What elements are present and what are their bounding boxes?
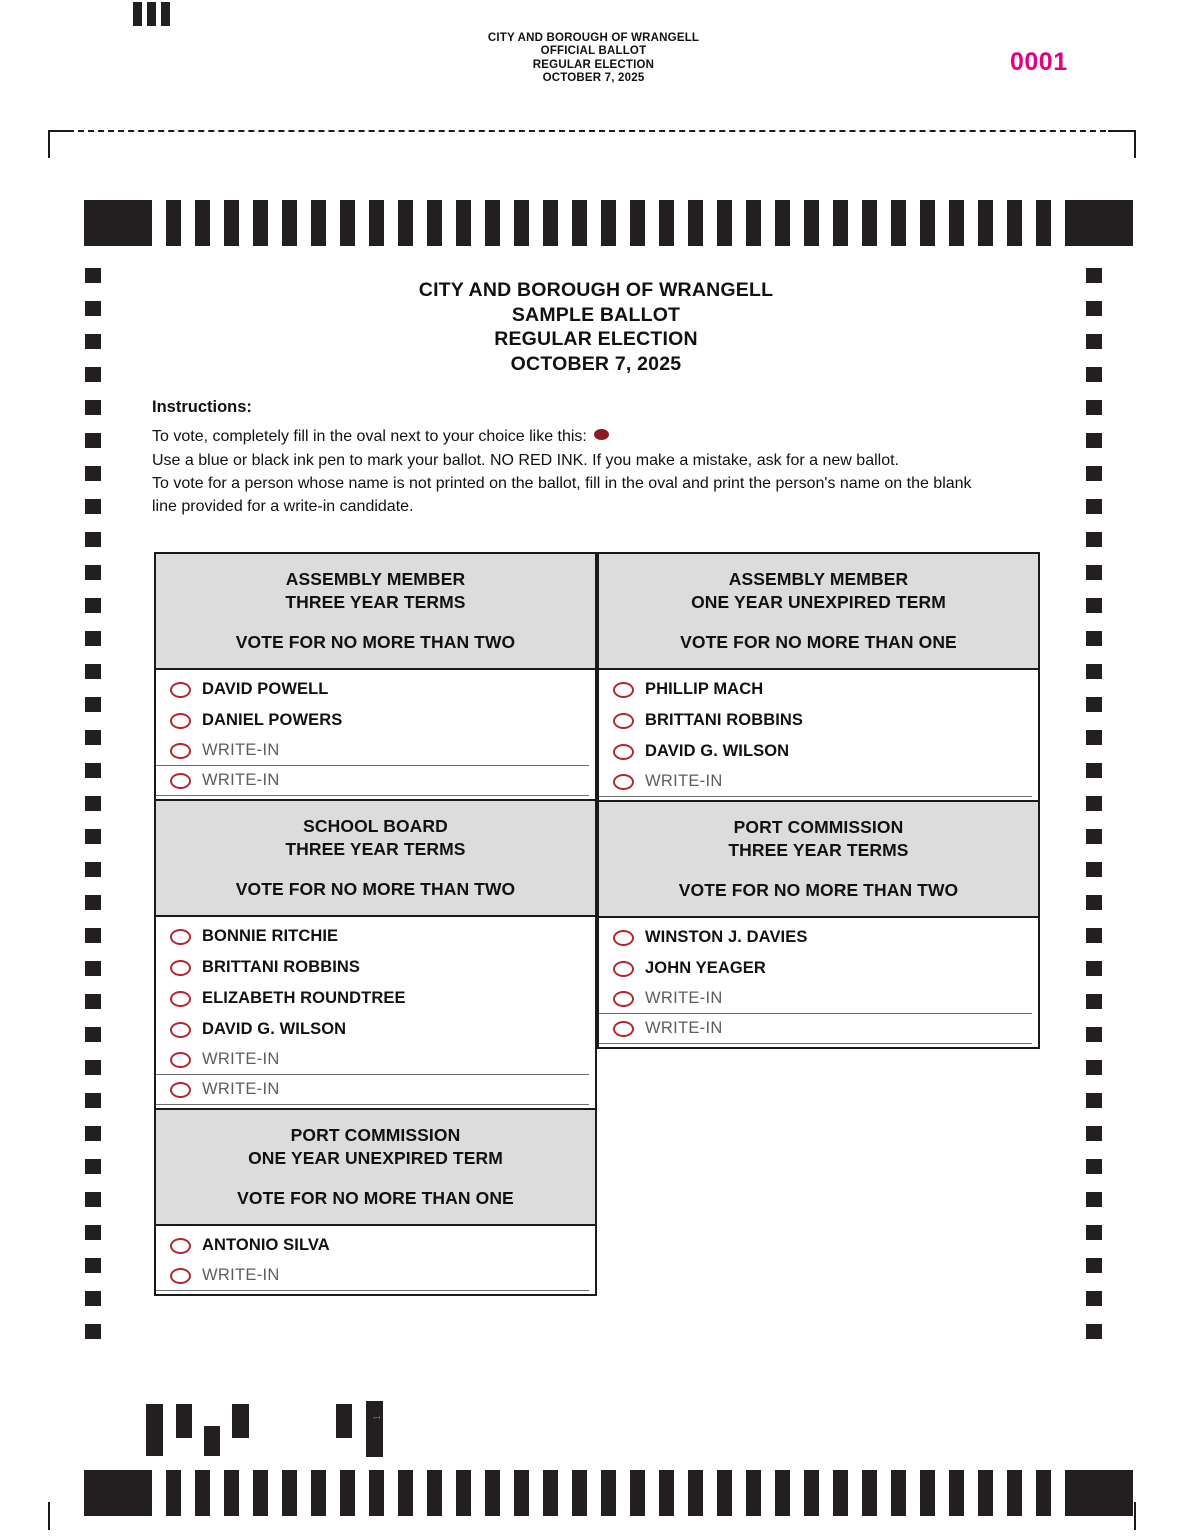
- ballot-title-line-2: SAMPLE BALLOT: [511, 303, 681, 326]
- write-in-option[interactable]: [156, 1075, 589, 1105]
- contest-office-title: [605, 568, 1032, 614]
- candidate-option[interactable]: [156, 952, 595, 983]
- write-in-option[interactable]: [156, 766, 589, 796]
- contest-header-port-commission-three-year: [599, 802, 1038, 918]
- candidate-name: DAVID G. WILSON: [202, 1020, 347, 1038]
- vote-oval-icon[interactable]: [170, 1082, 191, 1098]
- vote-oval-icon[interactable]: [613, 1021, 634, 1037]
- vote-oval-icon[interactable]: [170, 1268, 191, 1284]
- contest-vote-for-instruction: VOTE FOR NO MORE THAN ONE: [680, 632, 957, 652]
- candidate-name: ANTONIO SILVA: [202, 1236, 330, 1254]
- write-in-label: WRITE-IN: [645, 1019, 723, 1037]
- candidate-name: BRITTANI ROBBINS: [645, 711, 804, 729]
- candidate-option[interactable]: [156, 705, 595, 736]
- candidate-name: BONNIE RITCHIE: [202, 927, 339, 945]
- print-header-line-2: OFFICIAL BALLOT: [540, 45, 647, 58]
- contest-header-port-commission-one-year: [156, 1110, 595, 1226]
- candidate-name: DANIEL POWERS: [202, 711, 343, 729]
- contest-options: [156, 670, 595, 799]
- instructions-block: [152, 398, 1000, 519]
- vote-oval-icon[interactable]: [613, 991, 634, 1007]
- write-in-label: WRITE-IN: [202, 1050, 280, 1068]
- contest-column-right: [597, 552, 1040, 1049]
- instructions-line-3: To vote for a person whose name is not printed on the ballot, fill in the oval and print the person's name on the blank line provided for a write-in candidate.: [152, 475, 972, 515]
- vote-oval-icon[interactable]: [170, 773, 191, 789]
- timing-track-top: [84, 200, 1133, 246]
- crop-corner-top-left: [48, 130, 50, 158]
- contest-office-title: [162, 1124, 589, 1170]
- vote-oval-icon[interactable]: [170, 682, 191, 698]
- candidate-option[interactable]: [599, 705, 1038, 736]
- candidate-option[interactable]: [599, 922, 1038, 953]
- contest-header-school-board-three-year: [156, 801, 595, 917]
- contest-options: [156, 1226, 595, 1294]
- contest-term: ONE YEAR UNEXPIRED TERM: [248, 1148, 503, 1168]
- candidate-option[interactable]: [156, 921, 595, 952]
- contest-header-assembly-member-three-year: [156, 554, 595, 670]
- contest-office-name: PORT COMMISSION: [290, 1125, 461, 1145]
- candidate-option[interactable]: [156, 1230, 595, 1261]
- candidate-option[interactable]: [156, 983, 595, 1014]
- contest-port-commission-three-year: [597, 802, 1040, 1049]
- ballot-title-line-1: CITY AND BOROUGH OF WRANGELL: [418, 279, 774, 301]
- barcode-bar: [176, 1404, 192, 1438]
- write-in-label: WRITE-IN: [645, 772, 723, 790]
- contest-office-name: ASSEMBLY MEMBER: [728, 569, 909, 589]
- contest-office-title: [605, 816, 1032, 862]
- vote-oval-icon[interactable]: [170, 960, 191, 976]
- candidate-option[interactable]: [156, 1014, 595, 1045]
- write-in-option[interactable]: [599, 984, 1032, 1014]
- instructions-line-1: [152, 426, 1000, 449]
- write-in-label: WRITE-IN: [202, 741, 280, 759]
- candidate-option[interactable]: [156, 674, 595, 705]
- candidate-name: BRITTANI ROBBINS: [202, 958, 361, 976]
- contest-office-name: PORT COMMISSION: [733, 817, 904, 837]
- candidate-name: PHILLIP MACH: [645, 680, 764, 698]
- print-header-line-3: REGULAR ELECTION: [532, 58, 655, 71]
- instructions-line-1-text: To vote, completely fill in the oval next to your choice like this:: [152, 428, 587, 445]
- crop-corner-top-right-tick: [1108, 130, 1134, 132]
- crop-corner-bottom-right: [1134, 1502, 1136, 1530]
- contest-office-title: [162, 815, 589, 861]
- vote-oval-icon[interactable]: [613, 682, 634, 698]
- crop-corner-top-right: [1134, 130, 1136, 158]
- crop-corner-bottom-left: [48, 1502, 50, 1530]
- contest-office-name: ASSEMBLY MEMBER: [285, 569, 466, 589]
- contest-office-name: SCHOOL BOARD: [303, 816, 448, 836]
- candidate-name: DAVID POWELL: [202, 680, 329, 698]
- contest-office-title: [162, 568, 589, 614]
- print-header-line-4: OCTOBER 7, 2025: [542, 72, 645, 85]
- filled-oval-example-icon: [594, 429, 609, 440]
- vote-oval-icon[interactable]: [613, 774, 634, 790]
- contest-columns: [154, 552, 1040, 1296]
- vote-oval-icon[interactable]: [613, 713, 634, 729]
- write-in-option[interactable]: [599, 767, 1032, 797]
- vote-oval-icon[interactable]: [613, 744, 634, 760]
- vote-oval-icon[interactable]: [170, 991, 191, 1007]
- contest-options: [599, 670, 1038, 800]
- instructions-heading: Instructions:: [152, 398, 252, 416]
- print-header: [0, 32, 1187, 86]
- barcode-rotated-code: 1: [372, 1413, 382, 1420]
- contest-header-assembly-member-one-year: [599, 554, 1038, 670]
- barcode-bar: [204, 1426, 220, 1456]
- contest-vote-for-instruction: VOTE FOR NO MORE THAN TWO: [235, 879, 516, 899]
- ballot-title: [152, 278, 1040, 376]
- registration-bars-top: [133, 2, 179, 26]
- candidate-option[interactable]: [599, 736, 1038, 767]
- vote-oval-icon[interactable]: [613, 930, 634, 946]
- ballot-serial-number: 0001: [1010, 48, 1068, 76]
- timing-marks-right: [1086, 268, 1102, 1357]
- candidate-name: WINSTON J. DAVIES: [645, 928, 808, 946]
- contest-port-commission-one-year: [154, 1110, 597, 1296]
- contest-term: THREE YEAR TERMS: [285, 592, 466, 612]
- vote-oval-icon[interactable]: [170, 1238, 191, 1254]
- write-in-option[interactable]: [156, 1261, 589, 1291]
- barcode-bar: [366, 1401, 383, 1457]
- contest-vote-for-instruction: VOTE FOR NO MORE THAN TWO: [678, 880, 959, 900]
- contest-term: THREE YEAR TERMS: [728, 840, 909, 860]
- candidate-name: ELIZABETH ROUNDTREE: [202, 989, 406, 1007]
- barcode-bar: [336, 1404, 352, 1438]
- vote-oval-icon[interactable]: [170, 929, 191, 945]
- contest-options: [156, 917, 595, 1108]
- candidate-name: JOHN YEAGER: [645, 959, 766, 977]
- contest-column-left: [154, 552, 597, 1296]
- write-in-option[interactable]: [156, 1045, 589, 1075]
- crop-dashed-line: [48, 130, 1136, 132]
- write-in-label: WRITE-IN: [645, 989, 723, 1007]
- vote-oval-icon[interactable]: [170, 1052, 191, 1068]
- contest-term: THREE YEAR TERMS: [285, 839, 466, 859]
- contest-options: [599, 918, 1038, 1047]
- ballot-data-barcode: [140, 1398, 400, 1460]
- contest-school-board-three-year: [154, 801, 597, 1110]
- write-in-label: WRITE-IN: [202, 771, 280, 789]
- vote-oval-icon[interactable]: [170, 713, 191, 729]
- vote-oval-icon[interactable]: [170, 743, 191, 759]
- timing-track-bottom: [84, 1470, 1133, 1516]
- barcode-bar: [146, 1404, 163, 1456]
- ballot-title-line-3: REGULAR ELECTION: [494, 328, 698, 351]
- barcode-bar: [232, 1404, 249, 1438]
- candidate-option[interactable]: [599, 674, 1038, 705]
- contest-vote-for-instruction: VOTE FOR NO MORE THAN TWO: [235, 632, 516, 652]
- contest-assembly-member-one-year: [597, 552, 1040, 802]
- ballot-title-line-4: OCTOBER 7, 2025: [510, 352, 682, 375]
- contest-vote-for-instruction: VOTE FOR NO MORE THAN ONE: [237, 1188, 514, 1208]
- write-in-label: WRITE-IN: [202, 1080, 280, 1098]
- write-in-label: WRITE-IN: [202, 1266, 280, 1284]
- contest-assembly-member-three-year: [154, 552, 597, 801]
- crop-corner-top-left-tick: [48, 130, 74, 132]
- contest-grid: [154, 552, 1040, 1296]
- candidate-option[interactable]: [599, 953, 1038, 984]
- timing-marks-left: [85, 268, 101, 1357]
- vote-oval-icon[interactable]: [170, 1022, 191, 1038]
- print-header-line-1: CITY AND BOROUGH OF WRANGELL: [487, 32, 700, 44]
- contest-term: ONE YEAR UNEXPIRED TERM: [691, 592, 946, 612]
- candidate-name: DAVID G. WILSON: [645, 742, 790, 760]
- vote-oval-icon[interactable]: [613, 961, 634, 977]
- instructions-line-2: Use a blue or black ink pen to mark your ballot. NO RED INK. If you make a mistake, ask for a new ballot.: [152, 451, 899, 469]
- write-in-option[interactable]: [599, 1014, 1032, 1044]
- write-in-option[interactable]: [156, 736, 589, 766]
